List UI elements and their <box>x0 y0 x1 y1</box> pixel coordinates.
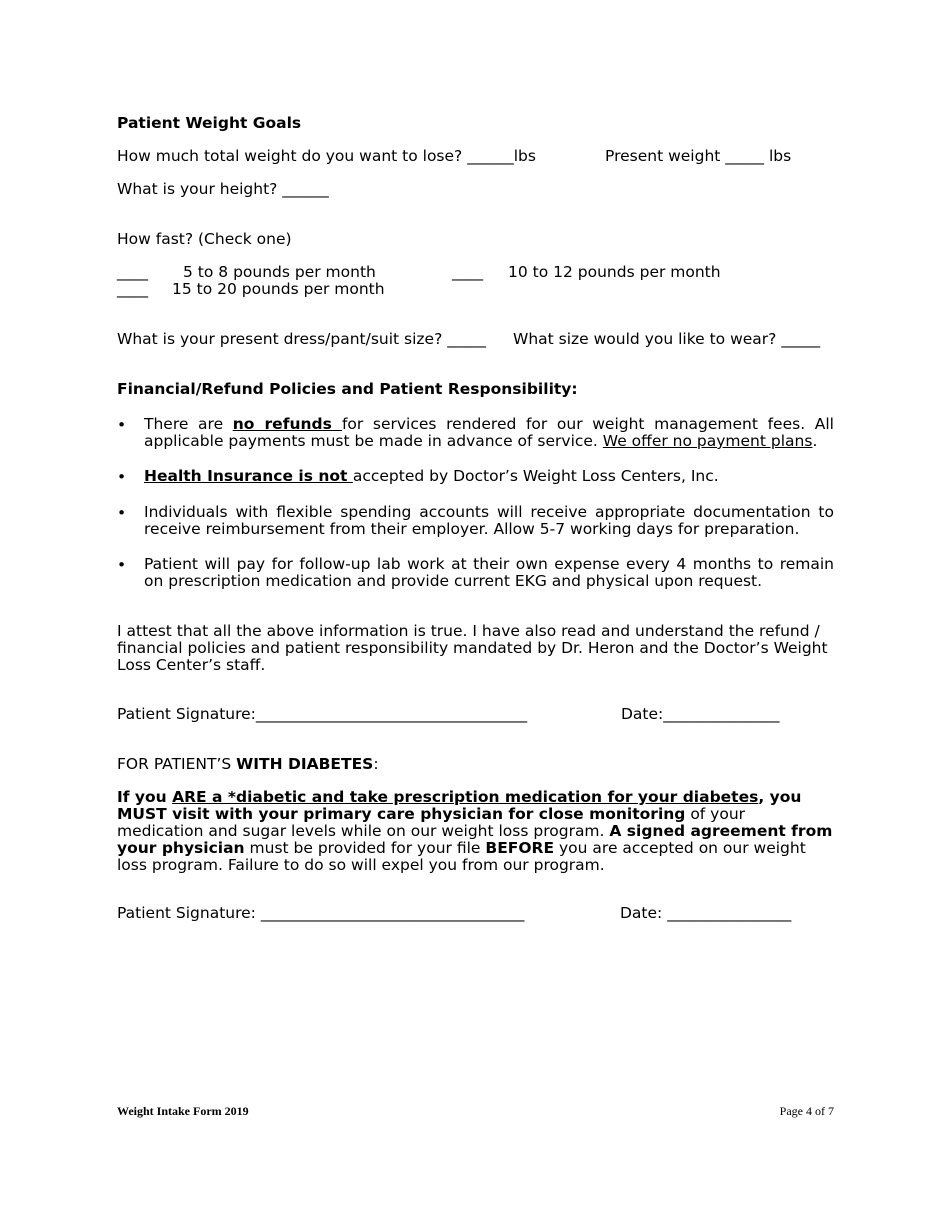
bullet-2: • <box>117 468 127 486</box>
option-10-12-label: 10 to 12 pounds per month <box>508 263 721 281</box>
present-size-field[interactable]: What is your present dress/pant/suit size? _____ <box>117 330 486 348</box>
height-field[interactable]: What is your height? ______ <box>117 180 329 198</box>
footer-page-number: Page 4 of 7 <box>779 1104 834 1118</box>
patient-signature-field-2[interactable]: Patient Signature: __________________________________ <box>117 904 525 922</box>
how-fast-label: How fast? (Check one) <box>117 230 292 248</box>
diabetes-paragraph: If you ARE a *diabetic and take prescription medication for your diabetes, you MUST visit with your primary care physician for close monitoring of your medication and sugar levels while on our weight loss program. A signed agreement from your physician must be provided for your file BEFORE you are accepted on our weight loss program. Failure to do so will expel you from our program. <box>117 788 833 874</box>
weight-to-lose-field[interactable]: How much total weight do you want to lose? ______lbs <box>117 147 536 165</box>
option-5-8-check[interactable]: ____ <box>117 263 148 281</box>
option-15-20-check[interactable]: ____ <box>117 280 148 298</box>
option-10-12-check[interactable]: ____ <box>452 263 483 281</box>
date-field-1[interactable]: Date:_______________ <box>621 705 780 723</box>
present-weight-field[interactable]: Present weight _____ lbs <box>605 147 792 165</box>
diabetes-heading: FOR PATIENT’S WITH DIABETES: <box>117 755 379 773</box>
option-15-20-label: 15 to 20 pounds per month <box>172 280 385 298</box>
weight-goals-heading: Patient Weight Goals <box>117 114 302 132</box>
policy-fsa: Individuals with flexible spending accounts will receive appropriate documentation to receive reimbursement from their employer. Allow 5-7 working days for preparation. <box>144 503 834 538</box>
option-5-8-label: 5 to 8 pounds per month <box>183 263 376 281</box>
policy-no-refunds: There are no refunds for services rendered for our weight management fees. All applicable payments must be made in advance of service. We offer no payment plans. <box>144 415 834 450</box>
policy-heading: Financial/Refund Policies and Patient Responsibility: <box>117 380 578 398</box>
policy-insurance: Health Insurance is not accepted by Doctor’s Weight Loss Centers, Inc. <box>144 467 719 485</box>
bullet-1: • <box>117 416 127 434</box>
footer-form-title: Weight Intake Form 2019 <box>117 1104 249 1118</box>
desired-size-field[interactable]: What size would you like to wear? _____ <box>513 330 821 348</box>
patient-signature-field-1[interactable]: Patient Signature:___________________________________ <box>117 705 528 723</box>
date-field-2[interactable]: Date: ________________ <box>620 904 792 922</box>
policy-lab-work: Patient will pay for follow-up lab work at their own expense every 4 months to remain on prescription medication and provide current EKG and physical upon request. <box>144 555 834 590</box>
bullet-3: • <box>117 504 127 522</box>
attestation-text: I attest that all the above information is true. I have also read and understand the refund / financial policies and patient responsibility mandated by Dr. Heron and the Doctor’s Weight Loss Center’s staff. <box>117 622 828 674</box>
bullet-4: • <box>117 556 127 574</box>
